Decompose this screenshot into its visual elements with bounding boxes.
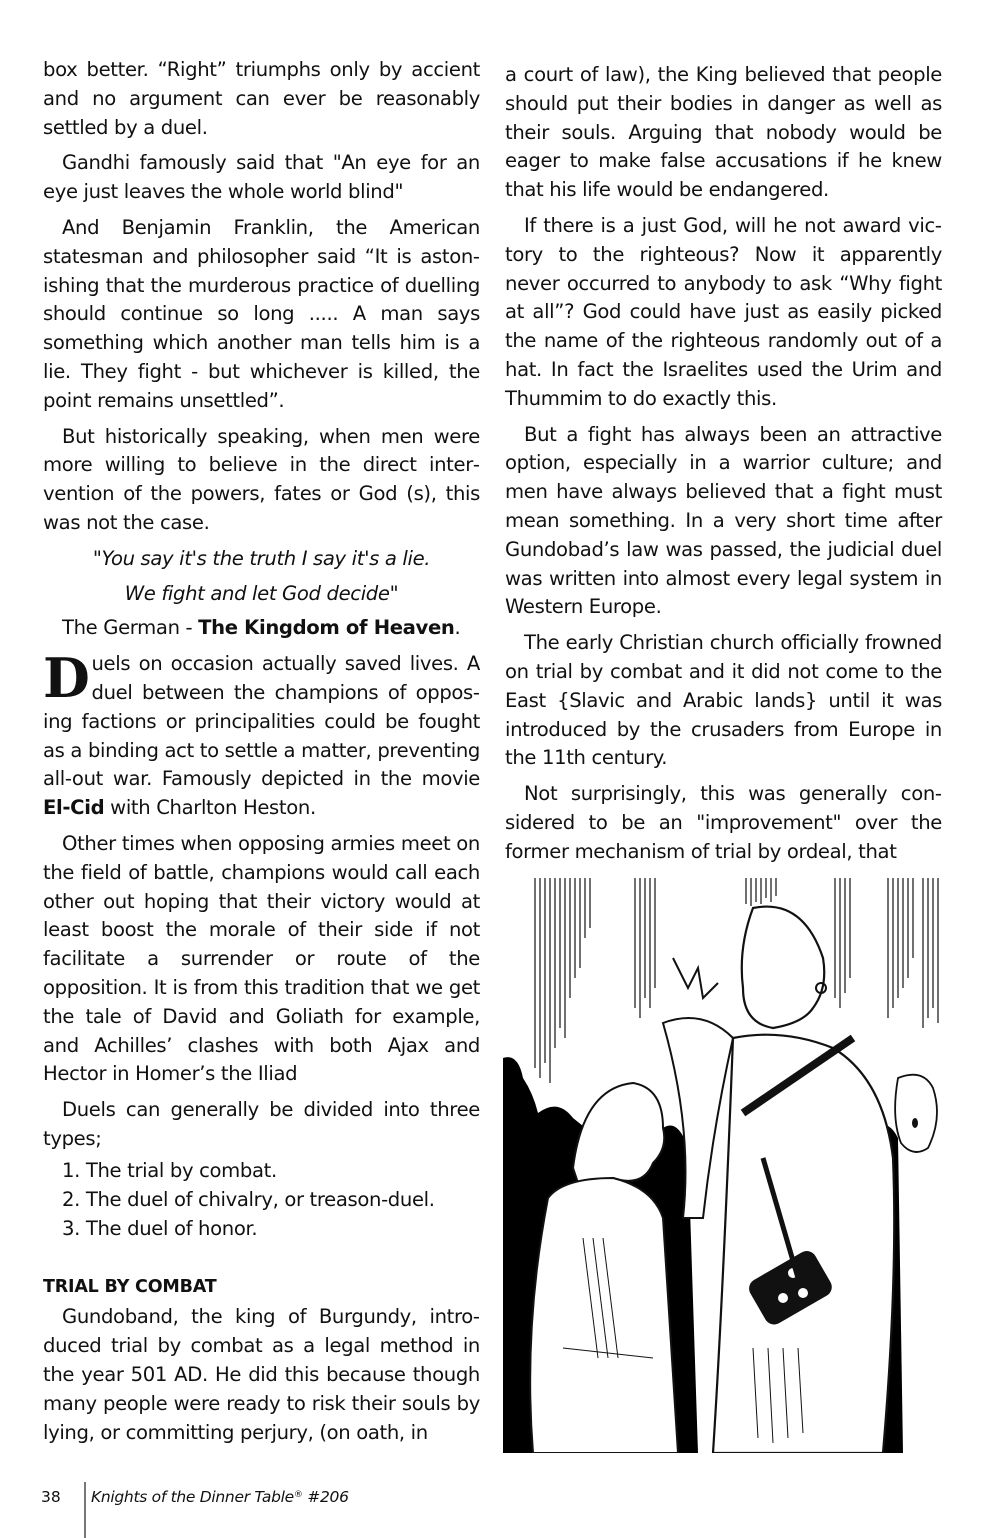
paragraph: Gandhi famously said that "An eye for an eye just leaves the whole world blind" — [43, 151, 480, 204]
page-footer — [0, 1480, 994, 1538]
paragraph: Gundoband, the king of Burgundy, introduced trial by combat as a legal method in the year 501 AD. He did this because though many people were ready to risk their souls by lying, or committing perjury, (on oath, in — [43, 1305, 480, 1444]
pull-quote-line: "You say it's the truth I say it's a lie. — [92, 546, 431, 570]
paragraph: If there is a just God, will he not award victory to the righteous? Now it apparently never occurred to anybody to ask “Why fight at all”? God could have just as easily picked the name of the righteous randomly out of a hat. In fact the Israelites used the Urim and Thummim to do exactly this. — [505, 213, 942, 410]
list-item: 3. The duel of honor. — [62, 1216, 258, 1240]
attribution-prefix: The German - — [62, 616, 199, 640]
paragraph: But historically speaking, when men were more willing to believe in the direct intervention of the powers, fates or God (s), this was not the case. — [43, 424, 480, 534]
duel-types-list — [43, 1156, 480, 1243]
paragraph: box better. “Right” triumphs only by accient and no argument can ever be reasonably settled by a duel. — [43, 58, 480, 139]
dropcap-paragraph — [43, 646, 480, 823]
right-column — [505, 61, 942, 874]
comic-illustration — [503, 878, 945, 1453]
attribution-title: The Kingdom of Heaven — [198, 616, 455, 640]
paragraph-text: uels on occasion actually saved lives. A duel between the champions of opposing factions or principalities could be fought as a binding act to settle a matter, preventing all-out war. Famously depicted in the movie — [43, 652, 480, 791]
paragraph-tail: with Charlton Heston. — [104, 796, 316, 820]
movie-title: El-Cid — [43, 796, 105, 820]
paragraph: Other times when opposing armies meet on the field of battle, champions would call each other out hoping that their victory would at least boost the morale of their side if not facilitate a surrender or route of the opposition. It is from this tradition that we get the tale of David and Goliath for example, and Achilles’ clashes with both Ajax and Hector in Homer’s the Iliad — [43, 831, 480, 1086]
left-column — [43, 56, 480, 1454]
issue-number: #206 — [302, 1488, 349, 1506]
list-item: 1. The trial by combat. — [62, 1158, 277, 1182]
registered-mark: ® — [293, 1490, 303, 1500]
paragraph: Duels can generally be divided into three types; — [43, 1098, 480, 1150]
publication-title: Knights of the Dinner Table — [91, 1488, 294, 1506]
attribution-suffix: . — [454, 616, 461, 640]
drop-cap: D — [43, 646, 90, 711]
quote-attribution — [43, 614, 480, 643]
pull-quote-line: We fight and let God decide" — [124, 581, 399, 605]
footer-divider — [84, 1482, 86, 1538]
paragraph: But a fight has always been an attractive option, especially in a warrior culture; and men have always believed that a fight must mean something. In a very short time after Gundobad’s law was passed, the judicial duel was written into almost every legal system in Western Europe. — [505, 422, 942, 619]
paragraph: Not surprisingly, this was generally considered to be an "improvement" over the former mechanism of trial by ordeal, that — [505, 782, 942, 863]
list-item: 2. The duel of chivalry, or treason-duel. — [62, 1187, 435, 1211]
paragraph: And Benjamin Franklin, the American statesman and philosopher said “It is astonishing that the murderous practice of duelling should continue so long ..... A man says something which another man tells him is a lie. They fight - but whichever is killed, the point remains unsettled”. — [43, 215, 480, 412]
running-title — [91, 1488, 349, 1506]
paragraph: a court of law), the King believed that people should put their bodies in danger as well as their souls. Arguing that nobody would be eager to make false accusations if he knew that his life would be endangered. — [505, 63, 942, 202]
paragraph: The early Christian church officially frowned on trial by combat and it did not come to the East {Slavic and Arabic lands} until it was introduced by the crusaders from Europe in the 11th century. — [505, 631, 942, 770]
page-number: 38 — [41, 1488, 61, 1506]
illustration-art — [503, 878, 945, 1453]
section-heading: TRIAL BY COMBAT — [43, 1276, 217, 1297]
